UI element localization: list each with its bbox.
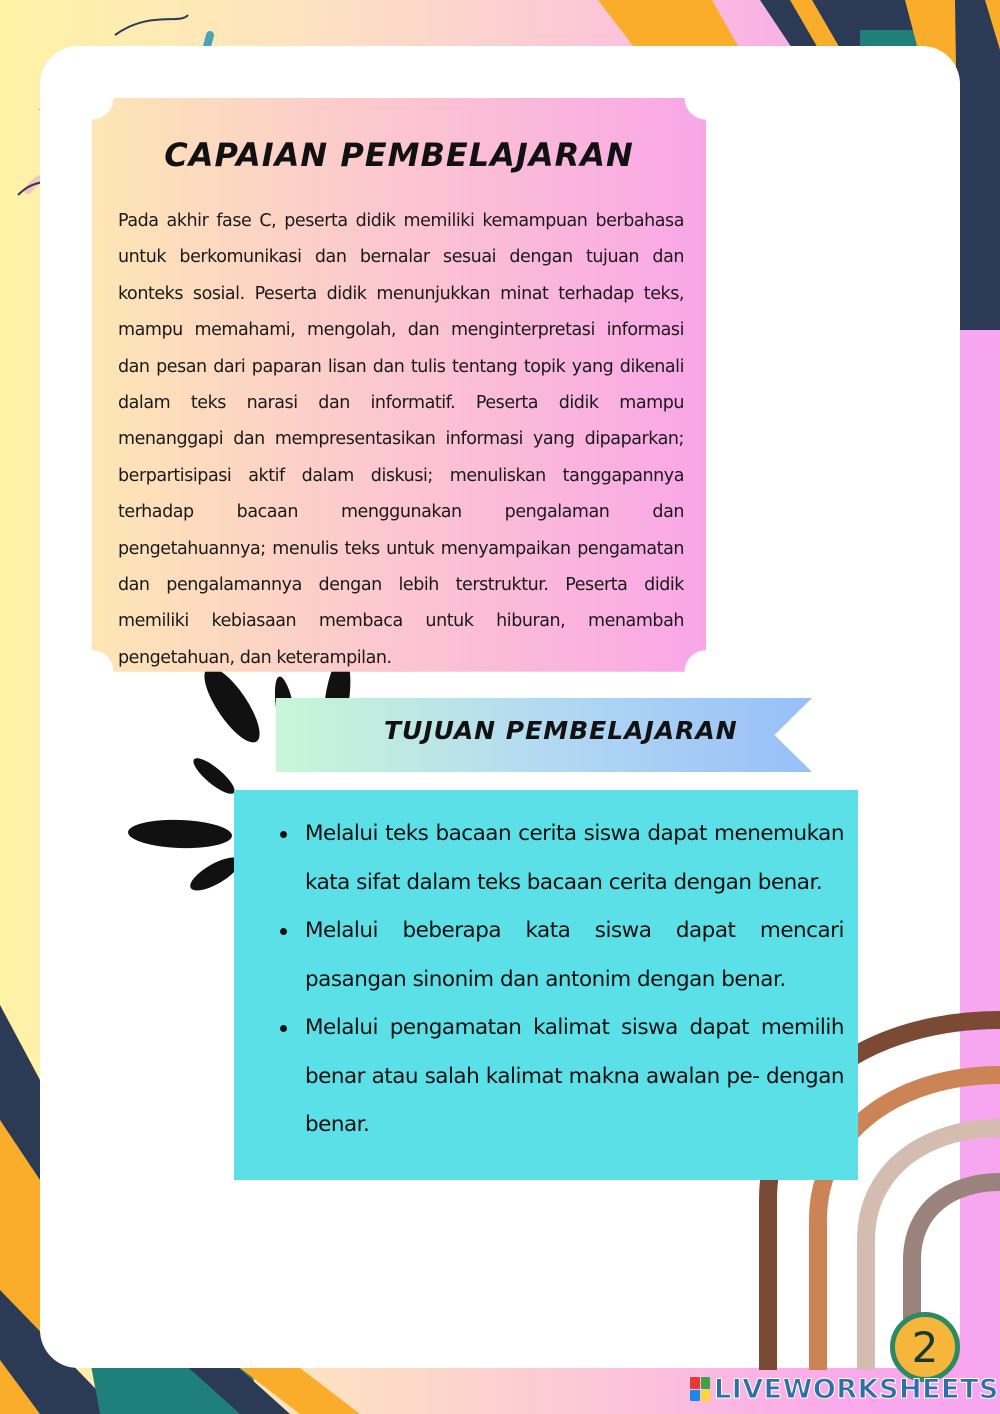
burst-stroke-4 (189, 753, 239, 799)
page-number-badge: 2 (890, 1312, 960, 1382)
liveworksheets-brand[interactable] (690, 1372, 999, 1406)
burst-stroke-5 (128, 818, 233, 850)
tujuan-item: Melalui pengamatan kalimat siswa dapat memilih benar atau salah kalimat makna awalan pe- dengan benar. (268, 1004, 844, 1150)
brand-name: LIVEWORKSHEETS (714, 1373, 999, 1405)
capaian-text: Pada akhir fase C, peserta didik memiliki kemampuan berbahasa untuk berkomunikasi dan bernalar sesuai dengan tujuan dan konteks sosial. Peserta didik menunjukkan minat terhadap teks, mampu memahami, mengolah, dan menginterpretasi informasi dan pesan dari paparan lisan dan tulis tentang topik yang dikenali dalam teks narasi dan informatif. Peserta didik mampu menanggapi dan mempresentasikan informasi yang dipaparkan; berpartisipasi aktif dalam diskusi; menuliskan tanggapannya terhadap bacaan menggunakan pengalaman dan pengetahuannya; menulis teks untuk menyampaikan pengamatan dan pengalamannya dengan lebih terstruktur. Peserta didik memiliki kebiasaan membaca untuk hiburan, menambah pengetahuan, dan keterampilan. (118, 211, 684, 668)
liveworksheets-logo-icon (690, 1377, 710, 1401)
logo-square-red (690, 1377, 700, 1389)
right-pink-strip (960, 330, 1000, 1414)
tujuan-item: Melalui teks bacaan cerita siswa dapat menemukan kata sifat dalam teks bacaan cerita dengan benar. (268, 810, 844, 907)
logo-square-yellow (701, 1390, 711, 1402)
logo-square-blue (690, 1390, 700, 1402)
tujuan-item: Melalui beberapa kata siswa dapat mencari pasangan sinonim dan antonim dengan benar. (268, 907, 844, 1004)
capaian-title: CAPAIAN PEMBELAJARAN (164, 136, 634, 174)
logo-square-green (701, 1377, 711, 1389)
tujuan-list (268, 810, 844, 1150)
tujuan-title: TUJUAN PEMBELAJARAN (384, 716, 738, 745)
